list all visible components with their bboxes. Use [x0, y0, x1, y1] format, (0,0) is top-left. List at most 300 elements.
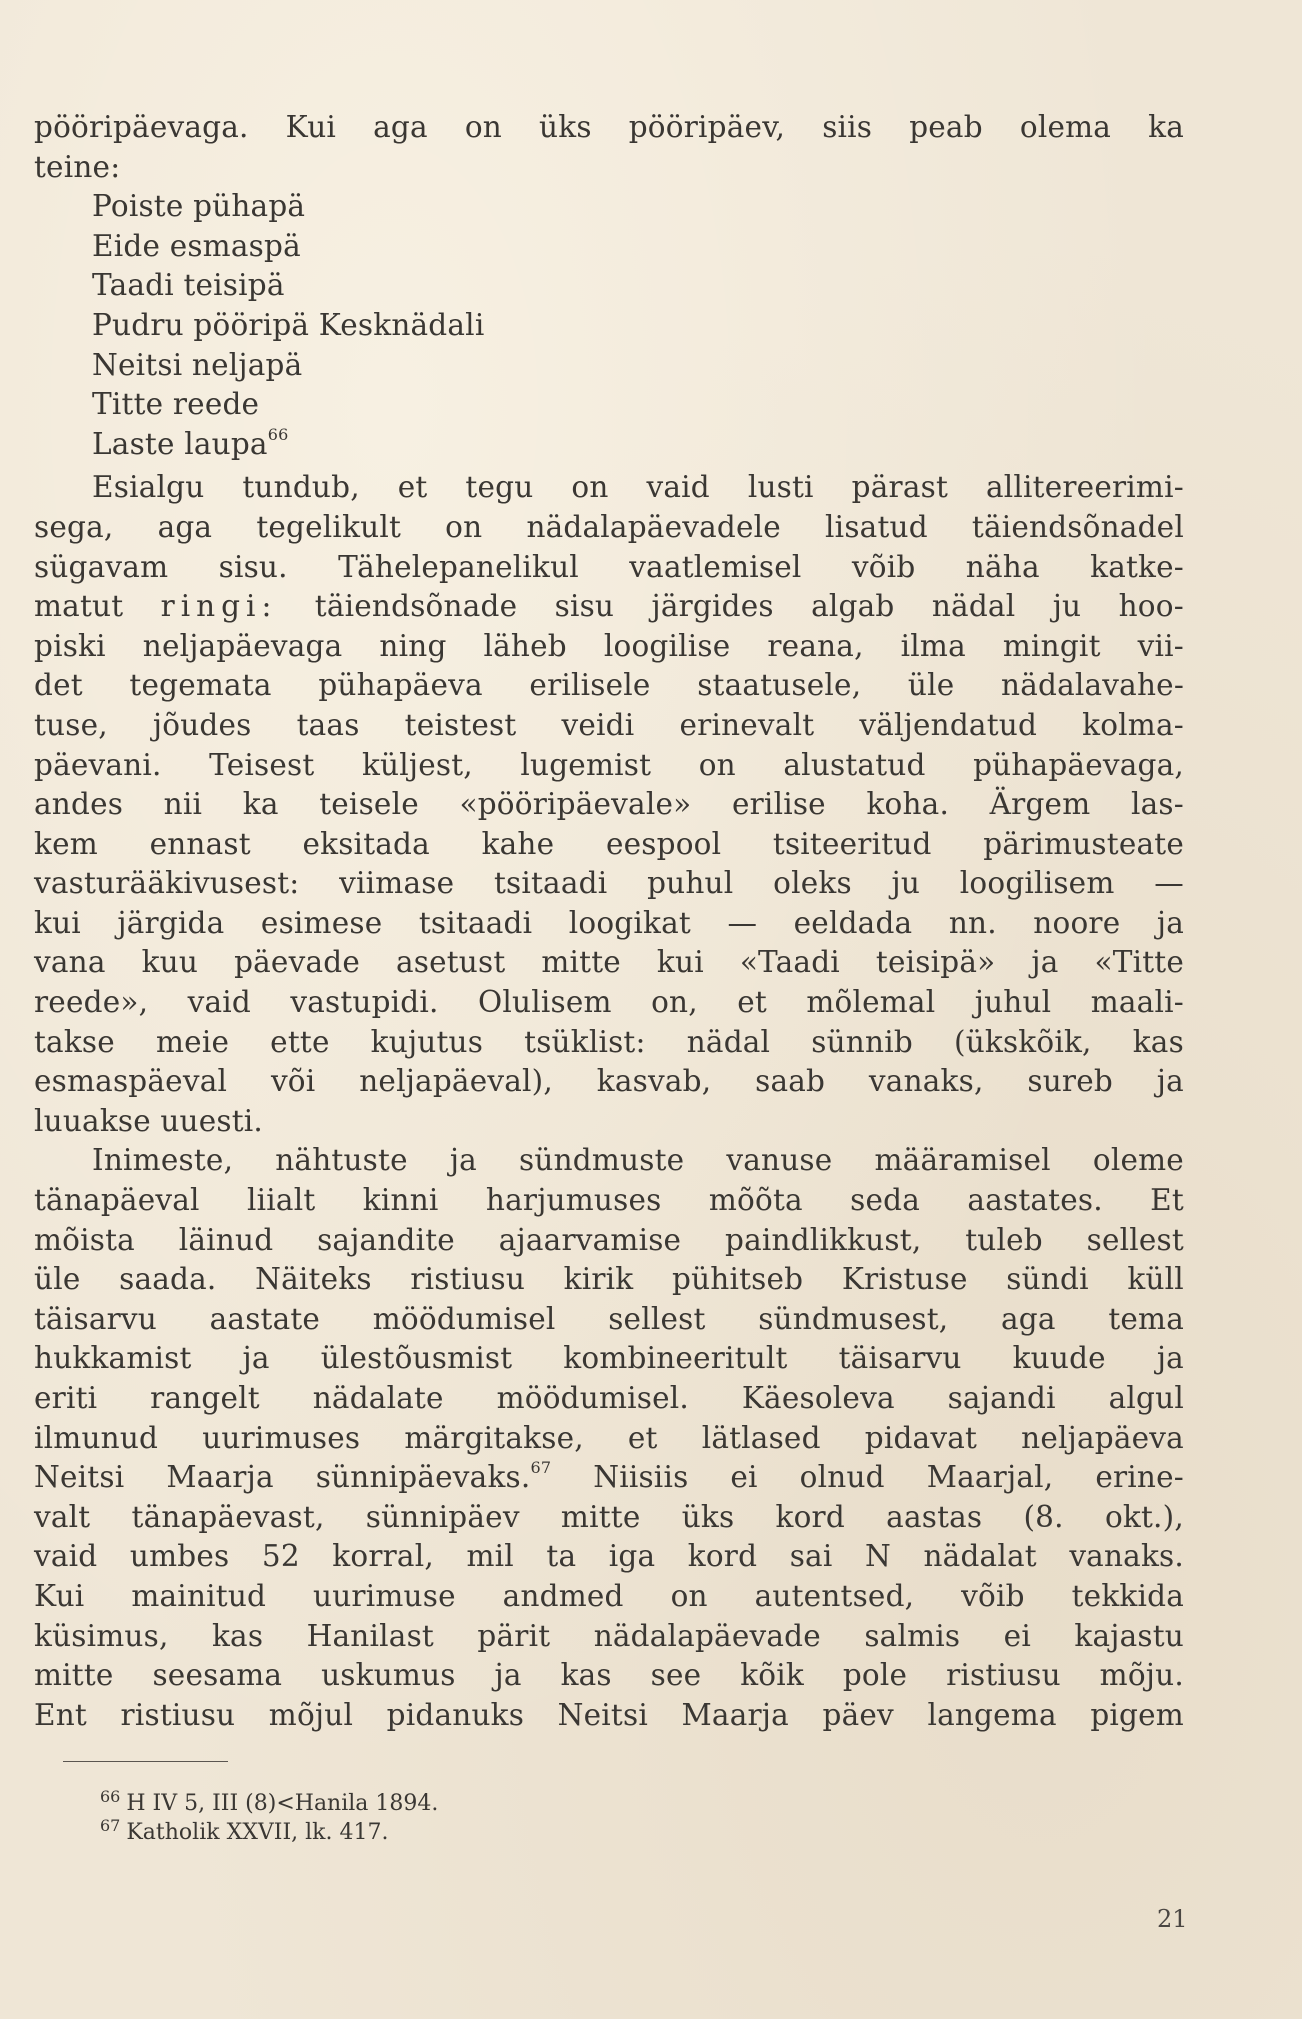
word: Niisiis	[593, 1460, 689, 1495]
word: Teisest	[209, 747, 315, 782]
word: on,	[651, 985, 698, 1020]
word: päevani.	[34, 747, 162, 782]
word: kirik	[563, 1262, 634, 1297]
word: aga	[157, 509, 213, 544]
word: on	[670, 1578, 708, 1613]
word: «Taadi	[739, 945, 840, 980]
word: Inimeste,	[92, 1143, 234, 1178]
footnote-reference: 67	[530, 1458, 552, 1478]
word: loogilisem	[959, 866, 1115, 901]
text-line	[34, 1181, 1184, 1221]
word: saada.	[119, 1262, 217, 1297]
word: ja	[1156, 905, 1184, 940]
word: tema	[1108, 1301, 1184, 1336]
poem-text: Taadi teisipä	[92, 268, 285, 303]
word: teine:	[34, 149, 121, 184]
word: võib	[961, 1578, 1025, 1613]
word: Esialgu	[92, 470, 205, 505]
word: vana	[34, 945, 106, 980]
word: sellest	[608, 1301, 706, 1336]
word: kord	[687, 1539, 758, 1574]
word: peab	[909, 110, 983, 144]
word: seda	[850, 1183, 921, 1218]
poem-line	[34, 306, 1184, 346]
poem-line	[34, 425, 1184, 465]
word: oleks	[773, 866, 852, 901]
poem-text: Neitsi neljapä	[92, 347, 303, 382]
word: ju	[891, 866, 921, 901]
word: pööripäevaga.	[34, 110, 249, 144]
word: ristiusu	[946, 1658, 1061, 1693]
word: paindlikkust,	[725, 1222, 922, 1257]
word: sündmuste	[519, 1143, 685, 1178]
text-line	[34, 1260, 1184, 1300]
word: sündmusest,	[758, 1301, 949, 1336]
word: siis	[822, 110, 873, 144]
word: taas	[296, 707, 360, 742]
word: Tähelepanelikul	[338, 549, 579, 584]
word: teisele	[319, 787, 419, 822]
word: Olulisem	[478, 985, 612, 1020]
text-line	[34, 1537, 1184, 1577]
word: möödumisel.	[496, 1381, 689, 1415]
word: mil	[466, 1539, 514, 1574]
poem-line	[34, 187, 1184, 227]
word: det	[34, 668, 83, 703]
word: hoo-	[1118, 589, 1184, 624]
word: mõõta	[708, 1183, 803, 1218]
word: kuude	[1012, 1341, 1106, 1376]
poem-text: Titte reede	[92, 387, 260, 422]
word: tsitaadi	[418, 905, 533, 940]
word: ta	[546, 1539, 577, 1574]
word: mõista	[34, 1222, 135, 1257]
word: uurimuse	[313, 1578, 456, 1613]
word: sünnipäev	[365, 1499, 520, 1534]
word: ette	[270, 1024, 330, 1059]
word: pidanuks	[386, 1697, 525, 1732]
word: langema	[927, 1697, 1057, 1732]
word: kahe	[481, 826, 555, 861]
word: või	[270, 1064, 316, 1099]
word: võib	[851, 549, 916, 584]
text-line	[34, 1498, 1184, 1538]
footnote	[100, 1789, 438, 1818]
word: vaid	[34, 1539, 98, 1574]
word: sisu	[554, 589, 615, 624]
word: sünnipäevaks.$^{67}$	[315, 1458, 552, 1495]
word: korral,	[332, 1539, 434, 1574]
word: kord	[775, 1499, 845, 1534]
footnote-separator	[63, 1761, 228, 1762]
text-line	[34, 1141, 1184, 1181]
text-line	[34, 508, 1184, 548]
text-line	[34, 943, 1184, 983]
word: eespool	[605, 826, 722, 861]
word: matut	[34, 589, 124, 624]
word: tänapäeval	[34, 1183, 200, 1218]
word: ristiusu	[120, 1697, 236, 1732]
word: üle	[34, 1262, 81, 1297]
text-line	[34, 1062, 1184, 1102]
word: on	[464, 110, 502, 144]
word: asetust	[395, 945, 506, 980]
word: algab	[811, 589, 895, 624]
word: vanaks.	[1069, 1539, 1184, 1574]
word: läheb	[483, 628, 567, 663]
word: küll	[1127, 1262, 1184, 1297]
word: sünnib	[811, 1024, 913, 1059]
word: päev	[822, 1697, 894, 1732]
word: Käesoleva	[741, 1381, 895, 1415]
word: sajandi	[947, 1381, 1056, 1415]
poem-line	[34, 266, 1184, 306]
poem-line	[34, 385, 1184, 425]
word: lugemist	[520, 747, 652, 782]
word: viimase	[339, 866, 455, 901]
word: loogilise	[603, 628, 731, 663]
word: kõik	[740, 1658, 804, 1693]
footnote-number: 66	[100, 1787, 121, 1806]
word: andes	[34, 787, 124, 822]
word: kolma-	[1082, 707, 1184, 742]
word: täiendsõnadel	[971, 509, 1184, 544]
word: saab	[755, 1064, 826, 1099]
word: tegelikult	[256, 509, 402, 544]
word: vasturääkivusest:	[34, 866, 300, 901]
word: vastupidi.	[290, 985, 439, 1020]
word: sellest	[1086, 1222, 1184, 1257]
word: väljendatud	[859, 707, 1038, 742]
word: ka	[242, 787, 279, 822]
word: nädalapäevade	[593, 1618, 821, 1653]
word: mitte	[560, 1499, 641, 1534]
word: kem	[34, 826, 98, 861]
text-line	[34, 468, 1184, 508]
word: andmed	[502, 1578, 624, 1613]
text-line	[34, 148, 1184, 188]
word: Maarja	[681, 1697, 789, 1732]
word: Kui	[34, 1578, 85, 1613]
word: pärimusteate	[983, 826, 1184, 861]
word: kui	[34, 905, 81, 940]
word: ilma	[900, 628, 966, 663]
word: täisarvu	[34, 1301, 157, 1336]
word: näha	[965, 549, 1040, 584]
word: et	[737, 985, 767, 1020]
word: Et	[1150, 1183, 1184, 1218]
word: mõlemal	[806, 985, 936, 1020]
word: alustatud	[783, 747, 926, 782]
word: mingit	[1002, 628, 1101, 663]
text-line	[34, 904, 1184, 944]
word: täisarvu	[838, 1341, 962, 1376]
word: erilise	[731, 787, 826, 822]
word: Ärgem	[989, 787, 1091, 822]
text-line	[34, 1656, 1184, 1696]
word: 52	[261, 1539, 300, 1574]
word: liialt	[247, 1183, 316, 1218]
word: umbes	[129, 1539, 230, 1574]
word: ennast	[149, 826, 251, 861]
word: ajaarvamise	[498, 1222, 682, 1257]
text-line	[34, 1458, 1184, 1498]
word: piski	[34, 628, 106, 663]
word: üks	[539, 110, 592, 144]
word: nädal	[931, 589, 1016, 624]
word: kas	[211, 1618, 264, 1653]
word: pööripäev,	[628, 110, 786, 144]
word: möödumisel	[372, 1301, 556, 1336]
word: uuesti.	[160, 1103, 264, 1138]
word: juhul	[974, 985, 1052, 1020]
text-line	[34, 1379, 1184, 1419]
word: lätlased	[701, 1420, 821, 1455]
page-number: 21	[1157, 1905, 1188, 1933]
word: määramisel	[874, 1143, 1051, 1178]
word: neljapäevaga	[142, 628, 343, 663]
text-line	[34, 1577, 1184, 1617]
poem-text: Pudru pööripä Kesknädali	[92, 307, 485, 342]
word: vii-	[1137, 628, 1184, 663]
word: mitte	[541, 945, 621, 980]
text-line	[34, 1221, 1184, 1261]
word: nädalate	[312, 1381, 444, 1415]
word: sai	[789, 1539, 833, 1574]
word: aga	[373, 110, 428, 144]
word: okt.),	[1104, 1499, 1184, 1534]
word: mõju.	[1099, 1658, 1184, 1693]
poem-text: Eide esmaspä	[92, 228, 301, 263]
body-text	[34, 108, 1184, 1735]
word: katke-	[1090, 549, 1184, 584]
word: nädalavahe-	[1001, 668, 1184, 703]
word: las-	[1130, 787, 1184, 822]
word: pidavat	[864, 1420, 978, 1455]
word: rangelt	[150, 1381, 260, 1415]
word: Ent	[34, 1697, 87, 1732]
word: ka	[1148, 110, 1184, 144]
word: ilmunud	[34, 1420, 159, 1455]
word: Kristuse	[841, 1262, 968, 1297]
word: läinud	[178, 1222, 274, 1257]
word: ja	[1031, 945, 1059, 980]
word: Hanilast	[306, 1618, 434, 1653]
text-line	[34, 627, 1184, 667]
word: päevade	[234, 945, 360, 980]
word: —	[727, 905, 758, 940]
word: koha.	[866, 787, 950, 822]
word: kombineeritult	[563, 1341, 788, 1376]
word: neljapäeva	[1021, 1420, 1184, 1455]
word: ja	[242, 1341, 270, 1376]
word: tsüklist:	[524, 1024, 646, 1059]
text-line	[34, 1419, 1184, 1459]
word: veidi	[561, 707, 635, 742]
footnote	[100, 1818, 438, 1847]
word: maali-	[1090, 985, 1184, 1020]
word: tuleb	[965, 1222, 1043, 1257]
word: mainitud	[131, 1578, 267, 1613]
text-line	[34, 1696, 1184, 1736]
word: olema	[1019, 110, 1112, 144]
word: luuakse	[34, 1103, 151, 1138]
word: kuu	[141, 945, 199, 980]
word: ja	[1156, 1341, 1184, 1376]
word: Maarja	[166, 1460, 274, 1495]
word: eeldada	[793, 905, 913, 940]
poem-line	[34, 346, 1184, 386]
text-line	[34, 1339, 1184, 1379]
word: pärast	[851, 470, 948, 505]
word: eriti	[34, 1381, 98, 1415]
word: Neitsi	[34, 1460, 125, 1495]
word: nädal	[686, 1024, 771, 1059]
word: tuse,	[34, 707, 108, 742]
word: pühapäeva	[318, 668, 483, 703]
word: kajastu	[1074, 1618, 1184, 1653]
word: esmaspäeval	[34, 1064, 228, 1099]
word: tundub,	[242, 470, 360, 505]
emphasized-word: ringi:	[160, 589, 278, 624]
word: noore	[1033, 905, 1121, 940]
word: reede»,	[34, 985, 149, 1020]
word: tegu	[465, 470, 534, 505]
word: tsiteeritud	[772, 826, 932, 861]
word: et	[397, 470, 428, 505]
word: oleme	[1092, 1143, 1184, 1178]
word: mõjul	[268, 1697, 354, 1732]
word: tegemata	[129, 668, 272, 703]
footnote-number: 67	[100, 1816, 121, 1835]
footnotes	[100, 1789, 438, 1847]
word: iga	[608, 1539, 656, 1574]
word: vanaks,	[868, 1064, 984, 1099]
text-line	[34, 1617, 1184, 1657]
word: Kui	[285, 110, 337, 144]
word: märgitakse,	[404, 1420, 584, 1455]
word: (8.	[1023, 1499, 1064, 1534]
word: ristiusu	[410, 1262, 526, 1297]
word: kas	[1132, 1024, 1184, 1059]
text-line	[34, 864, 1184, 904]
word: sureb	[1027, 1064, 1113, 1099]
word: autentsed,	[754, 1578, 915, 1613]
word: kujutus	[370, 1024, 484, 1059]
text-line	[34, 825, 1184, 865]
word: nähtuste	[275, 1143, 408, 1178]
word: ju	[1052, 589, 1082, 624]
word: «Titte	[1094, 945, 1184, 980]
word: nn.	[948, 905, 997, 940]
text-line	[34, 548, 1184, 588]
poem-line	[34, 227, 1184, 267]
word: sügavam	[34, 549, 169, 584]
word: sündi	[1006, 1262, 1089, 1297]
word: tänapäevast,	[131, 1499, 325, 1534]
word: kas	[560, 1658, 612, 1693]
word: sisu.	[218, 549, 288, 584]
text-line	[34, 785, 1184, 825]
word: Neitsi	[557, 1697, 648, 1732]
word: meie	[155, 1024, 230, 1059]
text-line	[34, 746, 1184, 786]
word: täiendsõnade	[314, 589, 518, 624]
word: —	[1154, 866, 1184, 901]
word: uurimuses	[202, 1420, 361, 1455]
word: vaatlemisel	[629, 549, 802, 584]
word: vaid	[187, 985, 251, 1020]
word: vaid	[646, 470, 710, 505]
word: nädalapäevadele	[526, 509, 781, 544]
poem-text: Poiste pühapä	[92, 189, 306, 224]
word: harjumuses	[485, 1183, 662, 1218]
word: pärit	[477, 1618, 551, 1653]
word: sega,	[34, 509, 114, 544]
word: küsimus,	[34, 1618, 169, 1653]
word: uskumus	[321, 1658, 456, 1693]
word: kui	[656, 945, 704, 980]
word: ei	[1003, 1618, 1031, 1653]
word: tekkida	[1071, 1578, 1184, 1613]
word: ja	[449, 1143, 477, 1178]
word: sajandite	[317, 1222, 455, 1257]
word: pigem	[1090, 1697, 1184, 1732]
word: erilisele	[529, 668, 651, 703]
footnote-text: H IV 5, III (8)<Hanila 1894.	[126, 1791, 439, 1816]
word: üks	[681, 1499, 735, 1534]
word: Maarjal,	[926, 1460, 1054, 1495]
word: staatusele,	[697, 668, 862, 703]
word: olnud	[799, 1460, 885, 1495]
word: pühitseb	[672, 1262, 804, 1297]
word: puhul	[647, 866, 734, 901]
word: aastas	[886, 1499, 983, 1534]
word: «pööripäevale»	[459, 787, 692, 822]
word: algul	[1108, 1381, 1184, 1415]
word: on	[698, 747, 736, 782]
text-line	[34, 108, 1184, 148]
word: nädalat	[923, 1539, 1037, 1574]
word: kasvab,	[596, 1064, 712, 1099]
word: seesama	[152, 1658, 283, 1693]
poem-text: Laste laupa	[92, 426, 268, 461]
text-line	[34, 706, 1184, 746]
word: vanuse	[726, 1143, 833, 1178]
word: järgida	[117, 905, 225, 940]
text-line	[34, 587, 1184, 627]
text-line	[34, 1102, 1184, 1142]
word: erine-	[1095, 1460, 1184, 1495]
word: lusti	[747, 470, 814, 505]
text-line	[34, 1023, 1184, 1063]
word: salmis	[864, 1618, 961, 1653]
word: loogikat	[568, 905, 691, 940]
word: neljapäeval),	[359, 1064, 553, 1099]
word: esimese	[260, 905, 383, 940]
text-line	[34, 1300, 1184, 1340]
word: küljest,	[361, 747, 473, 782]
word: mitte	[34, 1658, 114, 1693]
word: jõudes	[152, 707, 252, 742]
word: pühapäevaga,	[973, 747, 1184, 782]
word: eksitada	[302, 826, 430, 861]
word: (ükskõik,	[953, 1024, 1092, 1059]
word: teisipä»	[875, 945, 996, 980]
word: kinni	[362, 1183, 439, 1218]
word: lisatud	[825, 509, 928, 544]
word: ei	[730, 1460, 758, 1495]
